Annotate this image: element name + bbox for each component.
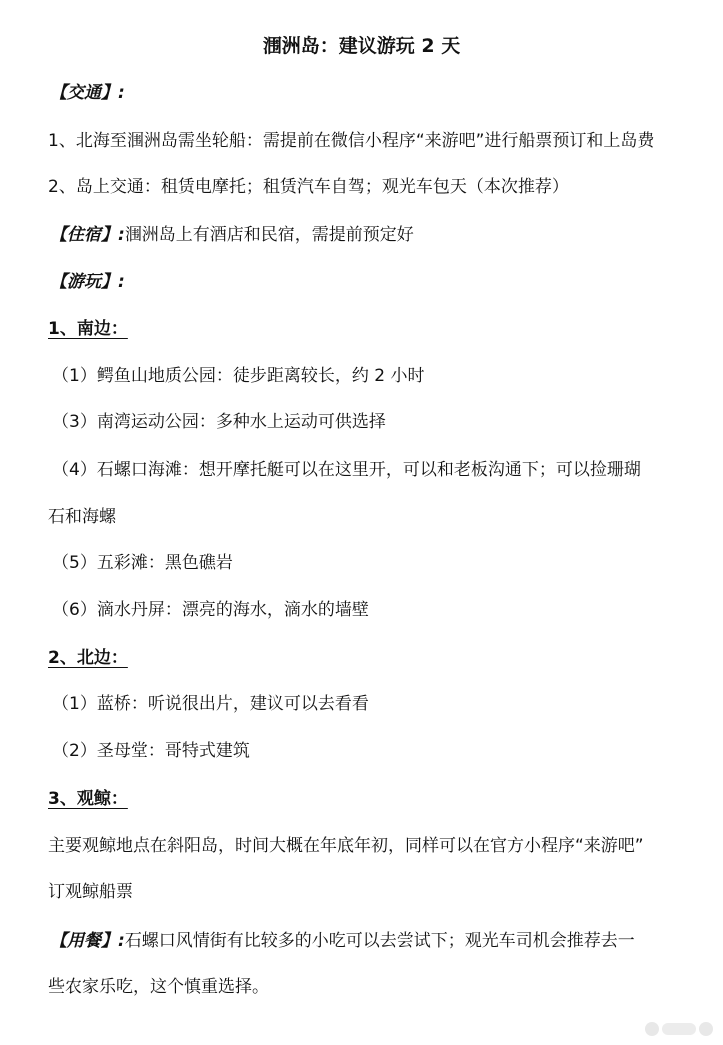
north-item: （2）圣母堂：哥特式建筑 [52, 741, 250, 761]
whale-text-line-2: 订观鲸船票 [48, 882, 133, 902]
south-item: （1）鳄鱼山地质公园：徒步距离较长，约 2 小时 [52, 366, 425, 386]
dining-paragraph [0, 926, 723, 956]
whale-heading-row [0, 784, 723, 814]
south-item: （3）南湾运动公园：多种水上运动可供选择 [52, 412, 386, 432]
south-heading-row [0, 314, 723, 344]
watermark-dot-icon [699, 1022, 713, 1036]
south-heading: 1、南边： [48, 319, 128, 339]
north-heading-row [0, 643, 723, 673]
whale-heading: 3、观鲸： [48, 789, 128, 809]
watermark-mark [662, 1023, 696, 1035]
whale-text-line-1: 主要观鲸地点在斜阳岛，时间大概在年底年初，同样可以在官方小程序“来游吧” [48, 836, 644, 856]
transport-item-2: 2、岛上交通：租赁电摩托；租赁汽车自驾；观光车包天（本次推荐） [48, 177, 569, 197]
lodging-paragraph [0, 220, 723, 250]
lodging-label: 【住宿】: [50, 225, 125, 245]
platform-watermark [645, 1018, 713, 1040]
north-item: （1）蓝桥：听说很出片，建议可以去看看 [52, 694, 369, 714]
south-item: （5）五彩滩：黑色礁岩 [52, 553, 233, 573]
transport-heading: 【交通】: [50, 83, 125, 103]
dining-text-line-1: 石螺口风情街有比较多的小吃可以去尝试下；观光车司机会推荐去一 [124, 931, 635, 951]
watermark-logo-icon [645, 1022, 659, 1036]
south-item-continuation: 石和海螺 [48, 507, 116, 527]
south-item: （6）滴水丹屏：漂亮的海水，滴水的墙壁 [52, 600, 369, 620]
dining-label: 【用餐】: [50, 931, 125, 951]
dining-text-line-2: 些农家乐吃，这个慎重选择。 [48, 977, 269, 997]
north-heading: 2、北边： [48, 648, 128, 668]
lodging-text: 涠洲岛上有酒店和民宿，需提前预定好 [124, 225, 414, 245]
transport-item-1: 1、北海至涠洲岛需坐轮船：需提前在微信小程序“来游吧”进行船票预订和上岛费 [48, 131, 655, 151]
play-heading: 【游玩】: [50, 272, 125, 292]
south-item: （4）石螺口海滩：想开摩托艇可以在这里开，可以和老板沟通下；可以捡珊瑚 [52, 460, 641, 480]
page-title: 涠洲岛：建议游玩 2 天 [262, 35, 461, 57]
